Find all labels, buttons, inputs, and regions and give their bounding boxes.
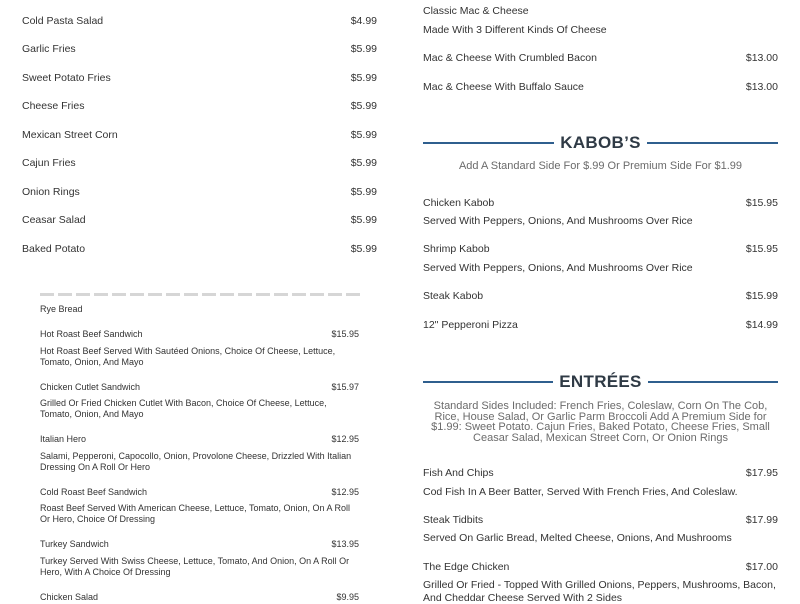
section-title: KABOB’S xyxy=(560,133,641,152)
menu-item-name: Fish And Chips xyxy=(423,467,494,479)
menu-item-price: $5.99 xyxy=(350,129,377,141)
section-subtitle: Standard Sides Included: French Fries, Coleslaw, Corn On The Cob, Rice, House Salad, Or Garlic Parm Broccoli Add A Premium Side for $1.99: Sweet Potato. Cajun Fries, Baked Potato, Cheese Fries, Small Ceasar Salad, Mexican Street Corn, Or Onion Rings xyxy=(431,400,770,444)
menu-item-name: Ceasar Salad xyxy=(22,214,86,226)
menu-item-price: $17.95 xyxy=(745,467,778,479)
menu-item-description: Grilled Or Fried - Topped With Grilled Onions, Peppers, Mushrooms, Bacon, And Cheddar Cheese Served With 2 Sides xyxy=(423,579,776,604)
section-heading xyxy=(423,131,778,155)
menu-item-price: $15.99 xyxy=(745,290,778,300)
section-title: ENTRÉES xyxy=(559,372,642,391)
menu-item-name: Cold Pasta Salad xyxy=(22,15,104,27)
menu-item-name: Turkey Sandwich xyxy=(40,539,109,549)
menu-item-name: Italian Hero xyxy=(40,434,87,444)
menu-item-price: $5.99 xyxy=(350,186,377,198)
menu-item-name: 12" Pepperoni Pizza xyxy=(423,319,518,331)
menu-item-price: $5.99 xyxy=(350,43,377,55)
menu-item-price: $5.99 xyxy=(350,214,377,226)
menu-item-name: Steak Kabob xyxy=(423,290,484,300)
menu-item-description: Served With Peppers, Onions, And Mushrooms Over Rice xyxy=(423,215,693,227)
menu-item-price: $14.99 xyxy=(745,319,778,331)
menu-item-price: $5.99 xyxy=(350,72,377,84)
heading-rule xyxy=(423,381,553,383)
menu-item-name: Baked Potato xyxy=(22,243,86,255)
menu-item-name: Classic Mac & Cheese xyxy=(423,5,529,17)
menu-item-price: $15.95 xyxy=(745,243,778,255)
section-heading xyxy=(423,370,778,394)
menu-item-price: $5.99 xyxy=(350,243,377,255)
heading-rule xyxy=(423,142,554,144)
menu-item-name: Garlic Fries xyxy=(22,43,76,55)
menu-item-name: Chicken Salad xyxy=(40,592,99,602)
menu-item-name: Chicken Kabob xyxy=(423,197,495,209)
menu-item-name: Mexican Street Corn xyxy=(22,129,118,141)
menu-item-name: Cajun Fries xyxy=(22,157,76,169)
menu-item-price: $5.99 xyxy=(350,157,377,169)
menu-item-description: Rye Bread xyxy=(40,304,83,314)
menu-item-price: $13.00 xyxy=(745,52,778,64)
menu-item-price: $17.99 xyxy=(745,514,778,526)
menu-item-name: The Edge Chicken xyxy=(423,561,510,573)
menu-item-price: $12.95 xyxy=(331,487,359,497)
menu-item-price: $15.97 xyxy=(331,382,359,392)
menu-item-name: Chicken Cutlet Sandwich xyxy=(40,382,141,392)
menu-item-price: $9.95 xyxy=(336,592,359,602)
menu-item-name: Cold Roast Beef Sandwich xyxy=(40,487,148,497)
menu-item-price: $12.95 xyxy=(331,434,359,444)
menu-item-description: Served With Peppers, Onions, And Mushrooms Over Rice xyxy=(423,262,693,274)
menu-item-name: Mac & Cheese With Buffalo Sauce xyxy=(423,81,584,93)
menu-item-description: Turkey Served With Swiss Cheese, Lettuce, Tomato, And Onion, On A Roll Or Hero, With A Choice Of Dressing xyxy=(40,556,350,577)
menu-item-price: $15.95 xyxy=(331,329,359,339)
menu-item-price: $5.99 xyxy=(350,100,377,112)
menu-item-name: Shrimp Kabob xyxy=(423,243,490,255)
menu-item-description: Made With 3 Different Kinds Of Cheese xyxy=(423,24,607,36)
section-subtitle: Add A Standard Side For $.99 Or Premium Side For $1.99 xyxy=(458,160,743,172)
menu-item-description: Hot Roast Beef Served With Sautéed Onions, Choice Of Cheese, Lettuce, Tomato, Onion, And Mayo xyxy=(40,346,336,367)
heading-rule xyxy=(647,142,778,144)
menu-item-price: $4.99 xyxy=(350,15,377,27)
cut-menu-row xyxy=(423,288,778,300)
menu-item-name: Cheese Fries xyxy=(22,100,85,112)
menu-item-name: Mac & Cheese With Crumbled Bacon xyxy=(423,52,597,64)
menu-item-name: Steak Tidbits xyxy=(423,514,484,526)
menu-item-description: Cod Fish In A Beer Batter, Served With French Fries, And Coleslaw. xyxy=(423,486,738,498)
menu-item-description: Roast Beef Served With American Cheese, Lettuce, Tomato, Onion, On A Roll Or Hero, Choice Of Dressing xyxy=(40,503,350,524)
menu-item-description: Served On Garlic Bread, Melted Cheese, Onions, And Mushrooms xyxy=(423,532,732,544)
cut-text-fragment xyxy=(40,293,360,296)
menu-item-price: $13.95 xyxy=(331,539,359,549)
menu-item-price: $13.00 xyxy=(745,81,778,93)
menu-item-description: Salami, Pepperoni, Capocollo, Onion, Provolone Cheese, Drizzled With Italian Dressing On A Roll Or Hero xyxy=(40,451,352,472)
menu-item-name: Sweet Potato Fries xyxy=(22,72,111,84)
menu-item-description: Grilled Or Fried Chicken Cutlet With Bacon, Choice Of Cheese, Lettuce, Tomato, Onion, And Mayo xyxy=(40,398,327,419)
menu-item-name: Onion Rings xyxy=(22,186,80,198)
menu-item-price: $15.95 xyxy=(745,197,778,209)
menu-item-price: $17.00 xyxy=(745,561,778,573)
heading-rule xyxy=(648,381,778,383)
menu-item-name: Hot Roast Beef Sandwich xyxy=(40,329,143,339)
